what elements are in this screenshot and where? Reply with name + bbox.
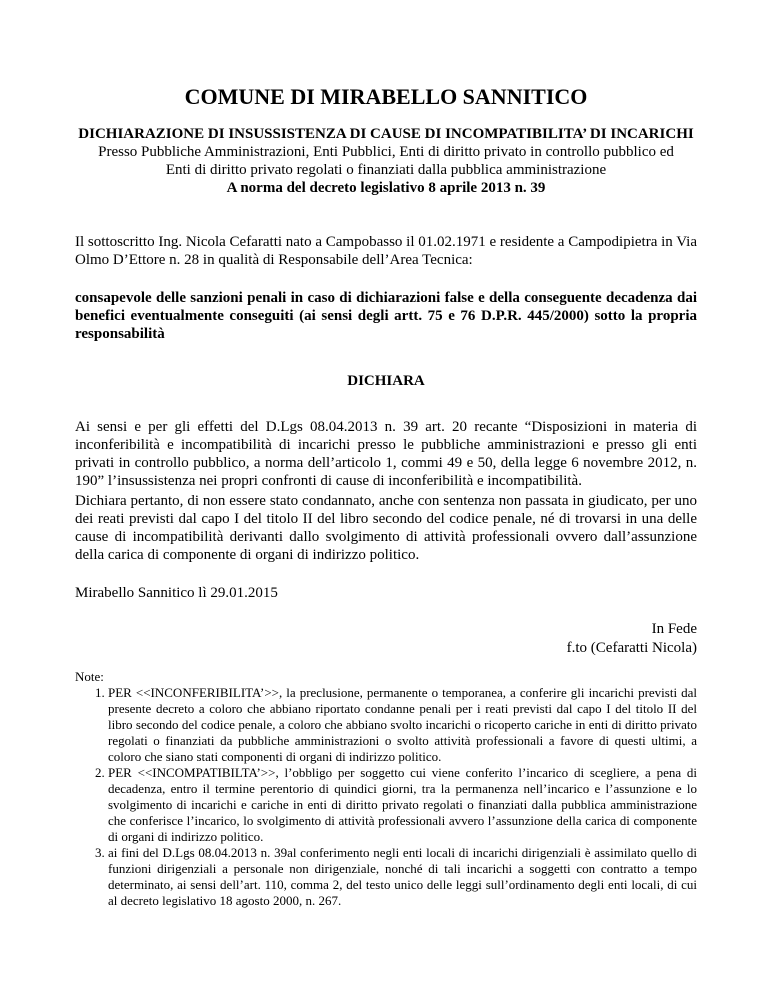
notes-list [75,685,697,909]
intro-paragraph: Il sottoscritto Ing. Nicola Cefaratti nato a Campobasso il 01.02.1971 e residente a Campodipietra in Via Olmo D’Ettore n. 28 in qualità di Responsabile dell’Area Tecnica: [75,234,698,268]
law-reference: A norma del decreto legislativo 8 aprile 2013 n. 39 [226,180,546,196]
place-date: Mirabello Sannitico lì 29.01.2015 [75,585,278,601]
note-item-1: 1. PER <<INCONFERIBILITA’>>, la preclusione, permanente o temporanea, a conferire gli incarichi previsti dal presente decreto a coloro che abbiano riportato condanne penali per i reati previsti dal capo I del titolo II del libro secondo del codice penale, a coloro che abbiano svolto incarichi o ricoperto cariche in enti di diritto privato regolati o finanziati da pubbliche amministrazioni o svolto attività professionali a favore di questi ultimi, a coloro che siano stati componenti di organi di indirizzo politico. [108,685,697,765]
document-subheading [75,125,697,197]
declaration-title: DICHIARAZIONE DI INSUSSISTENZA DI CAUSE DI INCOMPATIBILITA’ DI INCARICHI [78,126,694,142]
signature-line-2: f.to (Cefaratti Nicola) [566,640,697,656]
note-item-3: 3. ai fini del D.Lgs 08.04.2013 n. 39al conferimento negli enti locali di incarichi dirigenziali è assimilato quello di funzioni dirigenziali a personale non dirigenziale, nonché di tali incarichi a soggetti con contratto a tempo determinato, ai sensi dell’art. 110, comma 2, del testo unico delle leggi sull’ordinamento degli enti locali, di cui al decreto legislativo 18 agosto 2000, n. 267. [108,845,697,909]
awareness-paragraph: consapevole delle sanzioni penali in caso di dichiarazioni false e della conseguente decadenza dai benefici eventualmente conseguiti (ai sensi degli artt. 75 e 76 D.P.R. 445/2000) sotto la propria responsabilità [75,290,697,342]
subtitle-line-2: Enti di diritto privato regolati o finanziati dalla pubblica amministrazione [165,162,607,178]
signature-line-1: In Fede [651,621,697,637]
subtitle-line-1: Presso Pubbliche Amministrazioni, Enti Pubblici, Enti di diritto privato in controllo pubblico ed [98,144,674,160]
declares-heading: DICHIARA [347,373,425,389]
notes-section [75,669,697,909]
notes-label: Note: [75,669,104,684]
page-title: COMUNE DI MIRABELLO SANNITICO [184,84,588,109]
declaration-paragraph-2: Dichiara pertanto, di non essere stato condannato, anche con sentenza non passata in giudicato, per uno dei reati previsti dal capo I del titolo II del libro secondo del codice penale, né di trovarsi in una delle cause di incompatibilità derivanti dallo svolgimento di attività professionali ovvero dall’assunzione della carica di componente di organi di indirizzo politico. [75,493,697,563]
declaration-paragraph-1: Ai sensi e per gli effetti del D.Lgs 08.04.2013 n. 39 art. 20 recante “Disposizioni in materia di inconferibilità e incompatibilità di incarichi presso le pubbliche amministrazioni e presso gli enti privati in controllo pubblico, a norma dell’articolo 1, commi 49 e 50, della legge 6 novembre 2012, n. 190” l’insussistenza nei propri confronti di cause di inconferibilità e incompatibilità. [75,419,697,489]
note-item-2: 2. PER <<INCOMPATIBILTA’>>, l’obbligo per soggetto cui viene conferito l’incarico di scegliere, a pena di decadenza, entro il termine perentorio di quindici giorni, tra la permanenza nell’incarico e l’assunzione e lo svolgimento di incarichi e cariche in enti di diritto privato regolati o finanziati dalla pubblica amministrazione che conferisce l’incarico, lo svolgimento di attività professionali avvero l’assunzione della carica di componente di organi di indirizzo politico. [108,765,697,845]
